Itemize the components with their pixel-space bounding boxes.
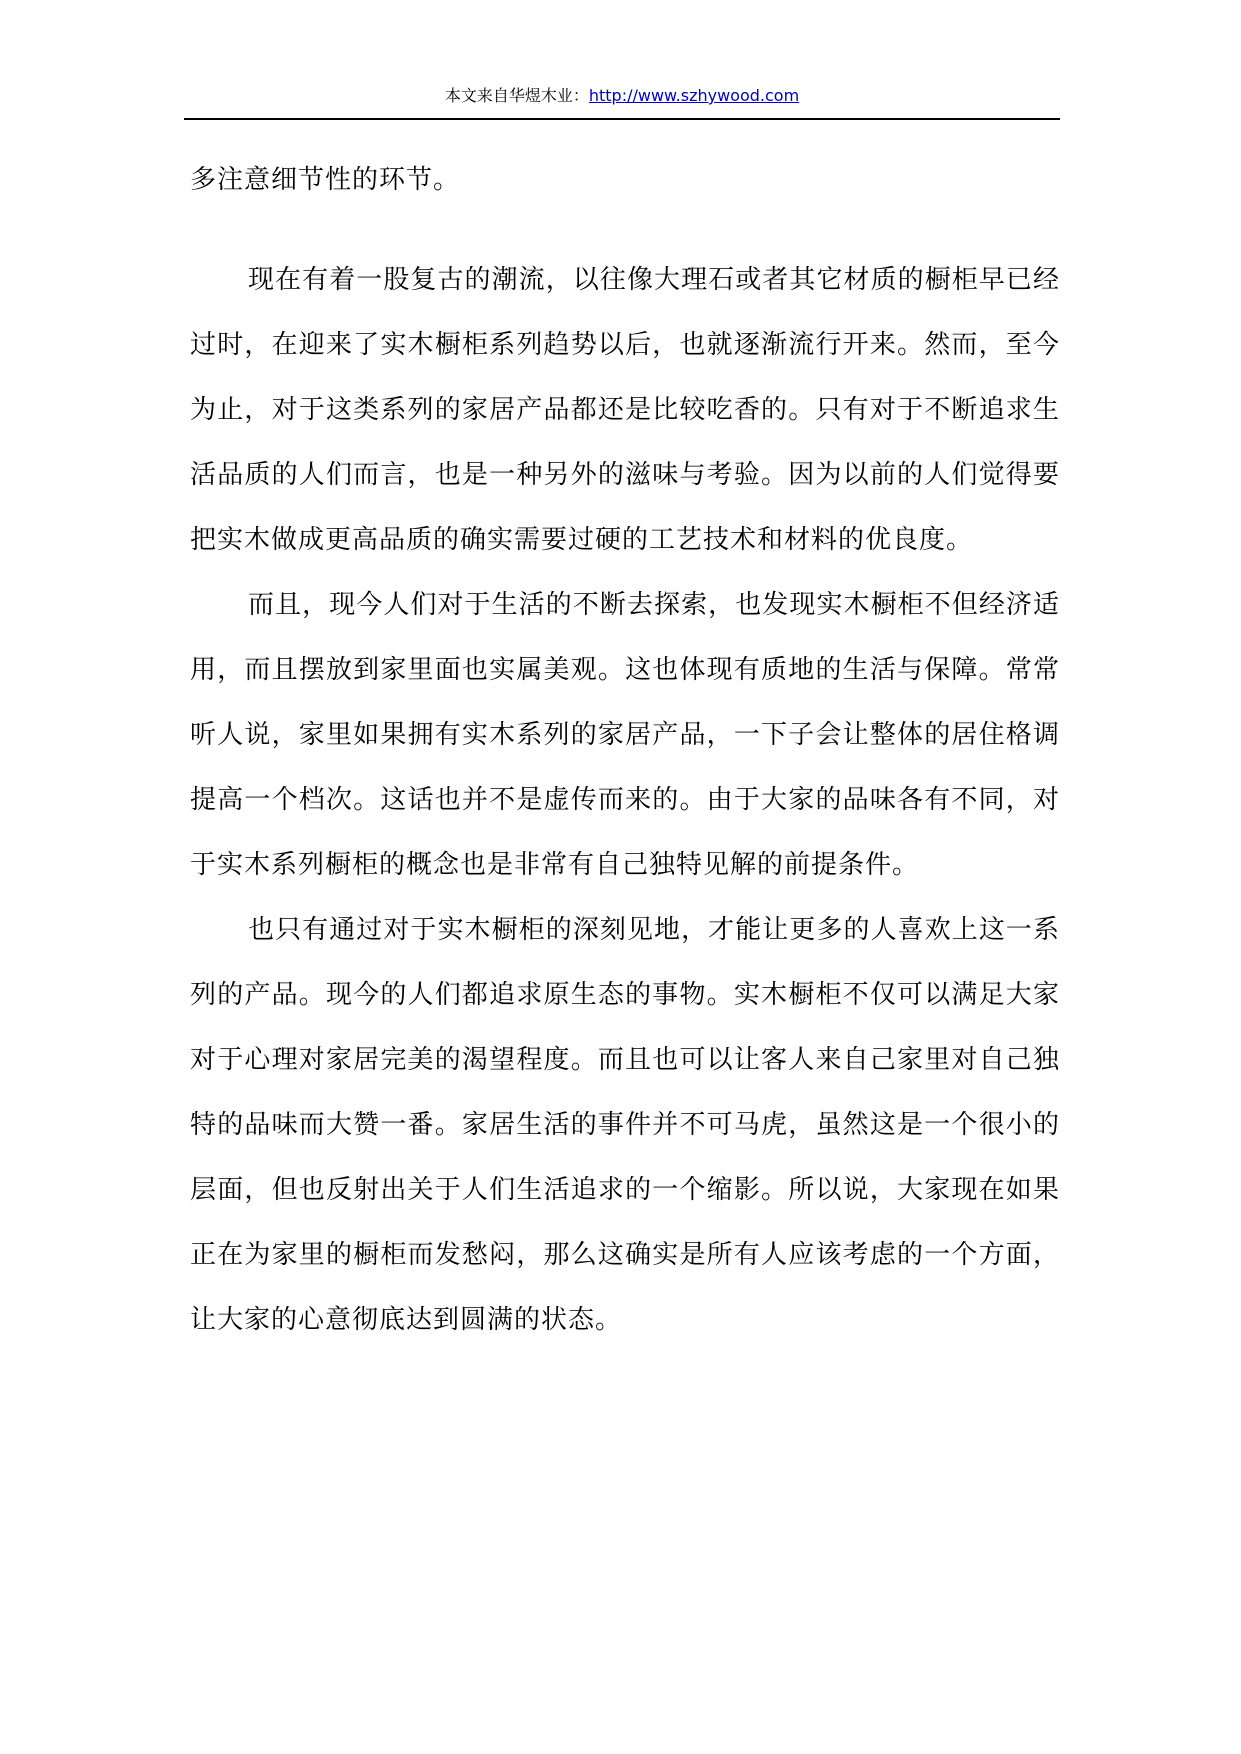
paragraph-2: 现在有着一股复古的潮流，以往像大理石或者其它材质的橱柜早已经过时，在迎来了实木橱柜系列趋势以后，也就逐渐流行开来。然而，至今为止，对于这类系列的家居产品都还是比较吃香的。只有对于不断追求生活品质的人们而言，也是一种另外的滋味与考验。因为以前的人们觉得要把实木做成更高品质的确实需要过硬的工艺技术和材料的优良度。 xyxy=(190,265,1060,555)
paragraph-3: 而且，现今人们对于生活的不断去探索，也发现实木橱柜不但经济适用，而且摆放到家里面也实属美观。这也体现有质地的生活与保障。常常听人说，家里如果拥有实木系列的家居产品，一下子会让整体的居住格调提高一个档次。这话也并不是虚传而来的。由于大家的品味各有不同，对于实木系列橱柜的概念也是非常有自己独特见解的前提条件。 xyxy=(190,590,1060,880)
paragraph-4: 也只有通过对于实木橱柜的深刻见地，才能让更多的人喜欢上这一系列的产品。现今的人们都追求原生态的事物。实木橱柜不仅可以满足大家对于心理对家居完美的渴望程度。而且也可以让客人来自己家里对自己独特的品味而大赞一番。家居生活的事件并不可马虎，虽然这是一个很小的层面，但也反射出关于人们生活追求的一个缩影。所以说，大家现在如果正在为家里的橱柜而发愁闷，那么这确实是所有人应该考虑的一个方面，让大家的心意彻底达到圆满的状态。 xyxy=(190,915,1060,1335)
header-source-label: 本文来自华煜木业： xyxy=(444,86,589,105)
continued-paragraph xyxy=(190,148,1060,213)
page-header xyxy=(184,86,1060,120)
article-body xyxy=(190,248,1060,1353)
paragraph-1: 多注意细节性的环节。 xyxy=(190,165,461,195)
source-link[interactable]: http://www.szhywood.com xyxy=(588,86,800,105)
